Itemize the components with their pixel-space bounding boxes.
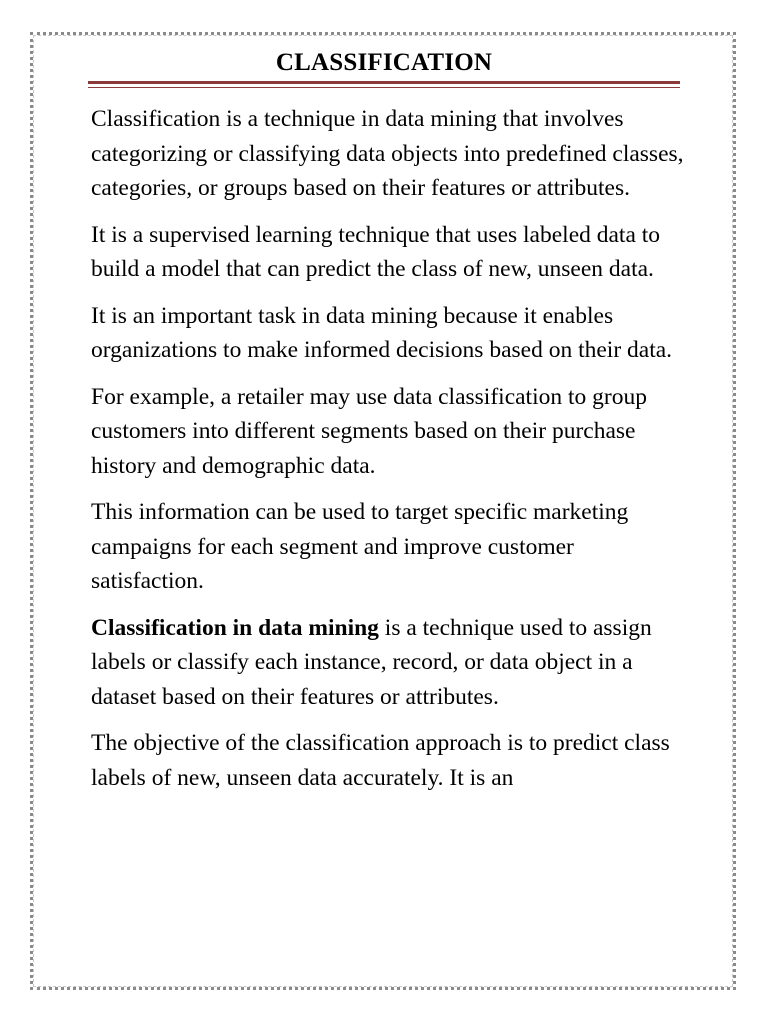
title-underline-thick: [88, 81, 680, 84]
paragraph-supervised: It is a supervised learning technique that uses labeled data to build a model that can predict the class of new, unseen data.: [91, 221, 661, 282]
page-title: CLASSIFICATION: [275, 49, 493, 76]
bold-lead-phrase: Classification in data mining: [91, 614, 379, 641]
paragraph-importance: It is an important task in data mining because it enables organizations to make informed decisions based on their data.: [91, 302, 673, 363]
title-underline-thin: [88, 87, 680, 88]
paragraph-classification-in-data-mining: [91, 611, 691, 715]
paragraph-example: For example, a retailer may use data classification to group customers into different segments based on their purchase history and demographic data.: [91, 383, 647, 479]
paragraph-continuation: is a technique used to assign labels or classify each instance, record, or data object in a dataset based on their features or attributes.: [91, 614, 652, 710]
paragraph-marketing: This information can be used to target specific marketing campaigns for each segment and improve customer satisfaction.: [91, 499, 629, 594]
paragraph-definition: Classification is a technique in data mining that involves categorizing or classifying data objects into predefined classes, categories, or groups based on their features or attributes.: [91, 106, 684, 201]
paragraph-objective: The objective of the classification approach is to predict class labels of new, unseen data accurately. It is an: [91, 730, 670, 791]
document-body: [91, 102, 691, 807]
